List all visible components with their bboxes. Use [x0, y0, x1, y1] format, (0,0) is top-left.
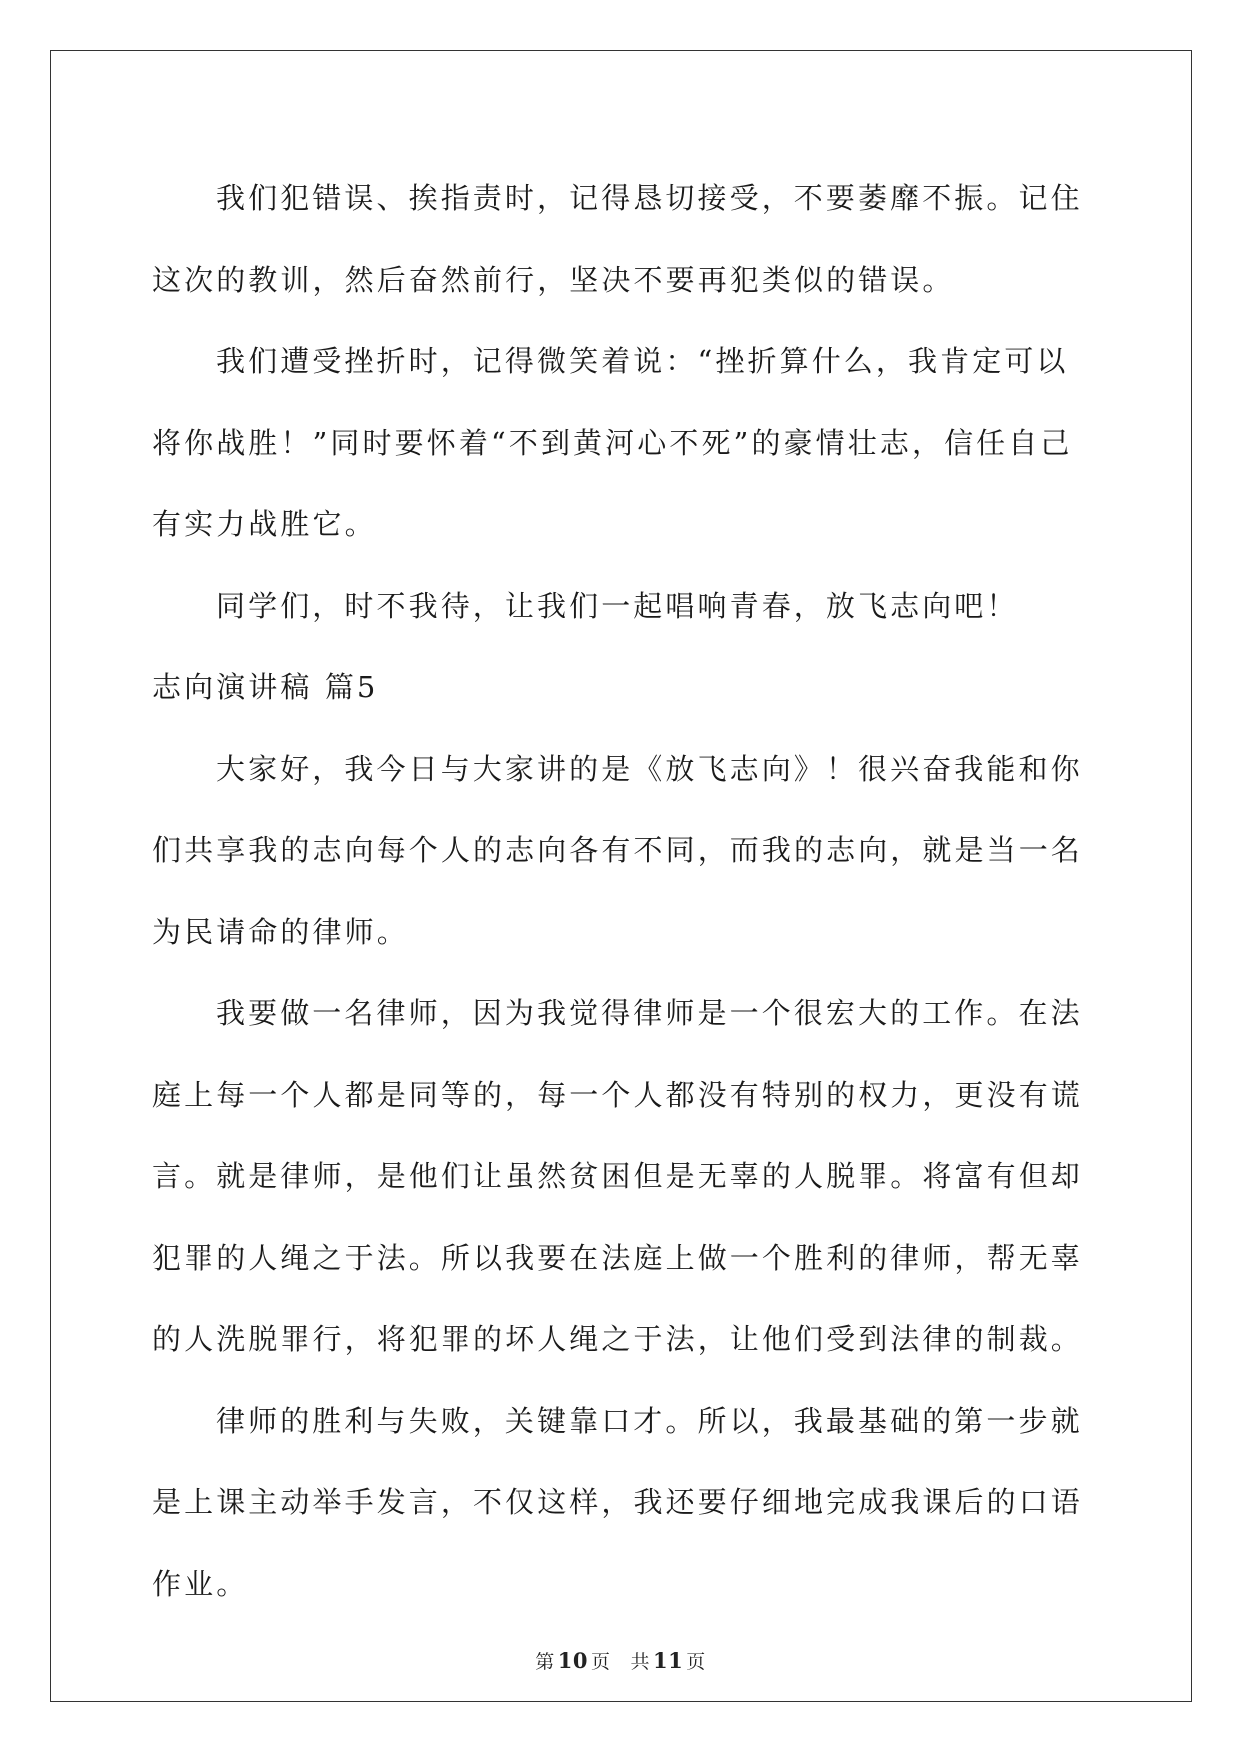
- paragraph: 我要做一名律师，因为我觉得律师是一个很宏大的工作。在法庭上每一个人都是同等的，每一个人都没有特别的权力，更没有谎言。就是律师，是他们让虽然贫困但是无辜的人脱罪。将富有但却犯罪的人绳之于法。所以我要在法庭上做一个胜利的律师，帮无辜的人洗脱罪行，将犯罪的坏人绳之于法，让他们受到法律的制裁。: [152, 996, 1083, 1356]
- page-prefix: 第: [535, 1651, 555, 1673]
- page-footer: [0, 1647, 1241, 1674]
- paragraph: 律师的胜利与失败，关键靠口才。所以，我最基础的第一步就是上课主动举手发言，不仅这样，我还要仔细地完成我课后的口语作业。: [152, 1403, 1083, 1601]
- total-suffix: 页: [686, 1651, 706, 1673]
- document-body: [152, 158, 1092, 1625]
- paragraph: 大家好，我今日与大家讲的是《放飞志向》！很兴奋我能和你们共享我的志向每个人的志向各有不同，而我的志向，就是当一名为民请命的律师。: [152, 751, 1083, 949]
- paragraph: 同学们，时不我待，让我们一起唱响青春，放飞志向吧！: [216, 588, 1019, 623]
- paragraph: 我们遭受挫折时，记得微笑着说：“挫折算什么，我肯定可以将你战胜！”同时要怀着“不到黄河心不死”的豪情壮志，信任自己有实力战胜它。: [152, 344, 1073, 541]
- section-heading: 志向演讲稿 篇5: [152, 670, 379, 704]
- paragraph: 我们犯错误、挨指责时，记得恳切接受，不要萎靡不振。记住这次的教训，然后奋然前行，坚决不要再犯类似的错误。: [152, 181, 1083, 297]
- page-current: 10: [557, 1648, 588, 1673]
- page-total: 11: [653, 1648, 684, 1673]
- page-suffix: 页: [590, 1651, 611, 1673]
- total-prefix: 共: [630, 1651, 651, 1673]
